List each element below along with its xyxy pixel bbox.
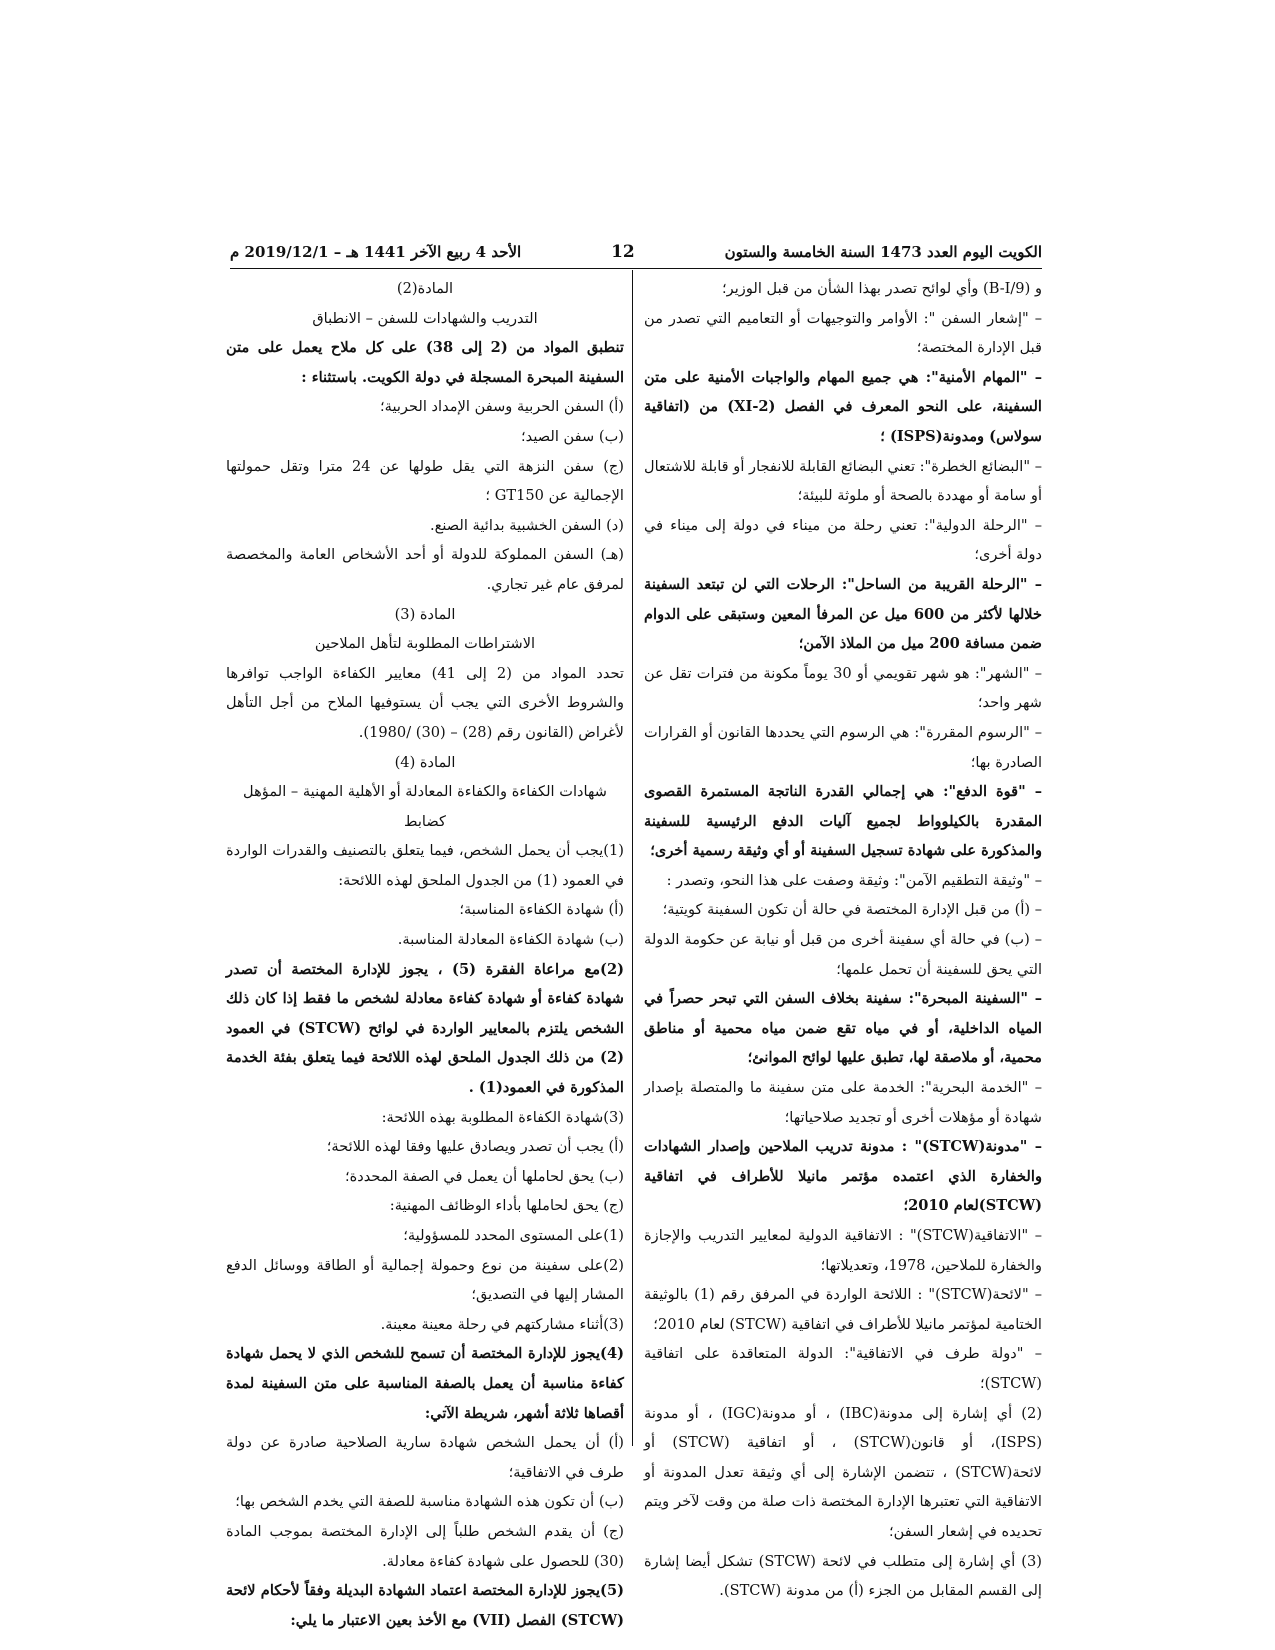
paragraph: – "الرسوم المقررة": هي الرسوم التي يحددها القانون أو القرارات الصادرة بها؛ [644,723,1042,771]
paragraph: (ب) يحق لحاملها أن يعمل في الصفة المحددة؛ [344,1167,624,1185]
paragraph: – (أ) من قبل الإدارة المختصة في حالة أن تكون السفينة كويتية؛ [662,901,1042,919]
paragraph: (5)يجوز للإدارة المختصة اعتماد الشهادة البديلة وفقاً لأحكام لائحة (STCW) الفصل (VII) مع الأخذ بعين الاعتبار ما يلي: [226,1582,624,1629]
paragraph: (3)أثناء مشاركتهم في رحلة معينة معينة. [380,1315,624,1333]
page-header [230,240,1042,264]
paragraph: (ب) شهادة الكفاءة المعادلة المناسبة. [397,931,624,949]
paragraph: (1)يجب أن يحمل الشخص، فيما يتعلق بالتصنيف والقدرات الواردة في العمود (1) من الجدول الملحق لهذه اللائحة: [226,842,624,889]
paragraph: (2)على سفينة من نوع وحمولة إجمالية أو الطاقة ووسائل الدفع المشار إليها في التصديق؛ [226,1256,624,1304]
paragraph: – "مدونة(STCW)" : مدونة تدريب الملاحين وإصدار الشهادات والخفارة الذي اعتمده مؤتمر مانيلا للأطراف في اتفاقية (STCW)لعام 2010؛ [644,1138,1043,1215]
paragraph: – (ب) في حالة أي سفينة أخرى من قبل أو نيابة عن حكومة الدولة التي يحق للسفينة أن تحمل علمها؛ [644,931,1042,978]
section-heading: شهادات الكفاءة والكفاءة المعادلة أو الأهلية المهنية – المؤهل كضابط [243,783,607,830]
header-rule [230,268,1042,269]
paragraph: – "الاتفاقية(STCW)" : الاتفاقية الدولية لمعايير التدريب والإجازة والخفارة للملاحين، 1978، وتعديلاتها؛ [644,1227,1042,1274]
paragraph: – "قوة الدفع": هي إجمالي القدرة الناتجة المستمرة القصوى المقدرة بالكيلوواط لجميع آليات الدفع الرئيسية للسفينة والمذكورة على شهادة تسجيل السفينة أو أي وثيقة رسمية أخرى؛ [644,783,1042,860]
paragraph: (1)على المستوى المحدد للمسؤولية؛ [403,1227,624,1244]
paragraph: (هـ) السفن المملوكة للدولة أو أحد الأشخاص العامة والمخصصة لمرفق عام غير تجاري. [226,546,624,593]
paragraph: تنطبق المواد من (2 إلى 38) على كل ملاح يعمل على متن السفينة المبحرة المسجلة في دولة الكويت. باستثناء : [226,339,624,386]
paragraph: (د) السفن الخشبية بدائية الصنع. [429,516,624,534]
paragraph: – "إشعار السفن ": الأوامر والتوجيهات أو التعاميم التي تصدر من قبل الإدارة المختصة؛ [644,309,1042,357]
paragraph: – "دولة طرف في الاتفاقية": الدولة المتعاقدة على اتفاقية (STCW)؛ [644,1345,1042,1392]
paragraph: و (B-I/9) وأي لوائح تصدر بهذا الشأن من قبل الوزير؛ [722,280,1042,297]
paragraph: (أ) شهادة الكفاءة المناسبة؛ [459,901,624,919]
paragraph: (4)يجوز للإدارة المختصة أن تسمح للشخص الذي لا يحمل شهادة كفاءة مناسبة أن يعمل بالصفة المناسبة على متن السفينة لمدة أقصاها ثلاثة أشهر، شريطة الآتي: [226,1345,624,1422]
paragraph: – "وثيقة التطقيم الآمن": وثيقة وصفت على هذا النحو، وتصدر : [666,871,1042,889]
section-heading: المادة (4) [394,753,456,771]
column-divider [632,270,633,1446]
page-number: 12 [611,242,635,262]
articles-column [226,274,624,1635]
paragraph: – "المهام الأمنية": هي جميع المهام والواجبات الأمنية على متن السفينة، على النحو المعرف في الفصل (XI-2) من (اتفاقية سولاس) ومدونة(ISPS) ؛ [644,368,1042,445]
paragraph: (2) أي إشارة إلى مدونة(IBC) ، أو مدونة(IGC) ، أو مدونة (ISPS)، أو قانون(STCW) ، أو اتفاقية (STCW) أو لائحة(STCW) ، تتضمن الإشارة إلى أي وثيقة تعدل المدونة أو الاتفاقية التي تعتبرها الإدارة المختصة ذات صلة من وقت لآخر ويتم تحديده في إشعار السفن؛ [644,1404,1043,1540]
paragraph: تحدد المواد من (2 إلى 41) معايير الكفاءة الواجب توافرها والشروط الأخرى التي يجب أن يستوفيها الملاح من أجل التأهل لأغراض (القانون رقم (28) – (30) /1980). [226,664,624,741]
paragraph: – "السفينة المبحرة": سفينة بخلاف السفن التي تبحر حصراً في المياه الداخلية، أو في مياه تقع ضمن مياه محمية أو مناطق محمية، أو ملاصقة لها، تطبق عليها لوائح الموانئ؛ [644,990,1042,1067]
paragraph: (ج) أن يقدم الشخص طلباً إلى الإدارة المختصة بموجب المادة (30) للحصول على شهادة كفاءة معادلة. [226,1522,624,1570]
paragraph: (ب) أن تكون هذه الشهادة مناسبة للصفة التي يخدم الشخص بها؛ [235,1493,624,1511]
section-heading: المادة (3) [394,605,456,623]
issue-date: الأحد 4 ربيع الآخر 1441 هـ – 2019/12/1 م [230,243,522,261]
section-heading: المادة(2) [396,280,454,297]
publication-title: الكويت اليوم العدد 1473 السنة الخامسة والستون [724,243,1042,261]
paragraph: (3)شهادة الكفاءة المطلوبة بهذه اللائحة: [381,1108,624,1126]
paragraph: (ج) سفن النزهة التي يقل طولها عن 24 مترا وتقل حمولتها الإجمالية عن GT150 ؛ [226,457,625,505]
paragraph: – "الخدمة البحرية": الخدمة على متن سفينة ما والمتصلة بإصدار شهادة أو مؤهلات أخرى أو تجديد صلاحياتها؛ [644,1079,1042,1126]
section-heading: التدريب والشهادات للسفن – الانطباق [312,309,538,327]
paragraph: – "الشهر": هو شهر تقويمي أو 30 يوماً مكونة من فترات تقل عن شهر واحد؛ [644,664,1042,712]
paragraph: – "الرحلة القريبة من الساحل": الرحلات التي لن تبتعد السفينة خلالها لأكثر من 600 ميل عن المرفأ المعين وستبقى على الدوام ضمن مسافة 200 ميل من الملاذ الآمن؛ [644,575,1042,653]
paragraph: (أ) السفن الحربية وسفن الإمداد الحربية؛ [380,398,624,416]
paragraph: – "الرحلة الدولية": تعني رحلة من ميناء في دولة إلى ميناء في دولة أخرى؛ [644,516,1042,564]
paragraph: (أ) يجب أن تصدر ويصادق عليها وفقا لهذه اللائحة؛ [326,1138,624,1156]
paragraph: (ج) يحق لحاملها بأداء الوظائف المهنية: [389,1197,624,1215]
paragraph: (ب) سفن الصيد؛ [521,427,624,445]
paragraph: – "لائحة(STCW)" : اللائحة الواردة في المرفق رقم (1) بالوثيقة الختامية لمؤتمر مانيلا للأطراف في اتفاقية (STCW) لعام 2010؛ [644,1286,1042,1333]
section-heading: الاشتراطات المطلوبة لتأهل الملاحين [314,635,536,653]
paragraph: (3) أي إشارة إلى متطلب في لائحة (STCW) تشكل أيضا إشارة إلى القسم المقابل من الجزء (أ) من مدونة (STCW). [644,1552,1042,1600]
paragraph: (أ) أن يحمل الشخص شهادة سارية الصلاحية صادرة عن دولة طرف في الاتفاقية؛ [226,1434,624,1481]
definitions-column [644,274,1042,1606]
paragraph: (2)مع مراعاة الفقرة (5) ، يجوز للإدارة المختصة أن تصدر شهادة كفاءة أو شهادة كفاءة معادلة لشخص ما فقط إذا كان ذلك الشخص يلتزم بالمعايير الواردة في لوائح (STCW) في العمود (2) من ذلك الجدول الملحق لهذه اللائحة فيما يتعلق بفئة الخدمة المذكورة في العمود(1) . [226,960,624,1097]
paragraph: – "البضائع الخطرة": تعني البضائع القابلة للانفجار أو قابلة للاشتعال أو سامة أو مهددة بالصحة أو ملوثة للبيئة؛ [643,457,1042,505]
